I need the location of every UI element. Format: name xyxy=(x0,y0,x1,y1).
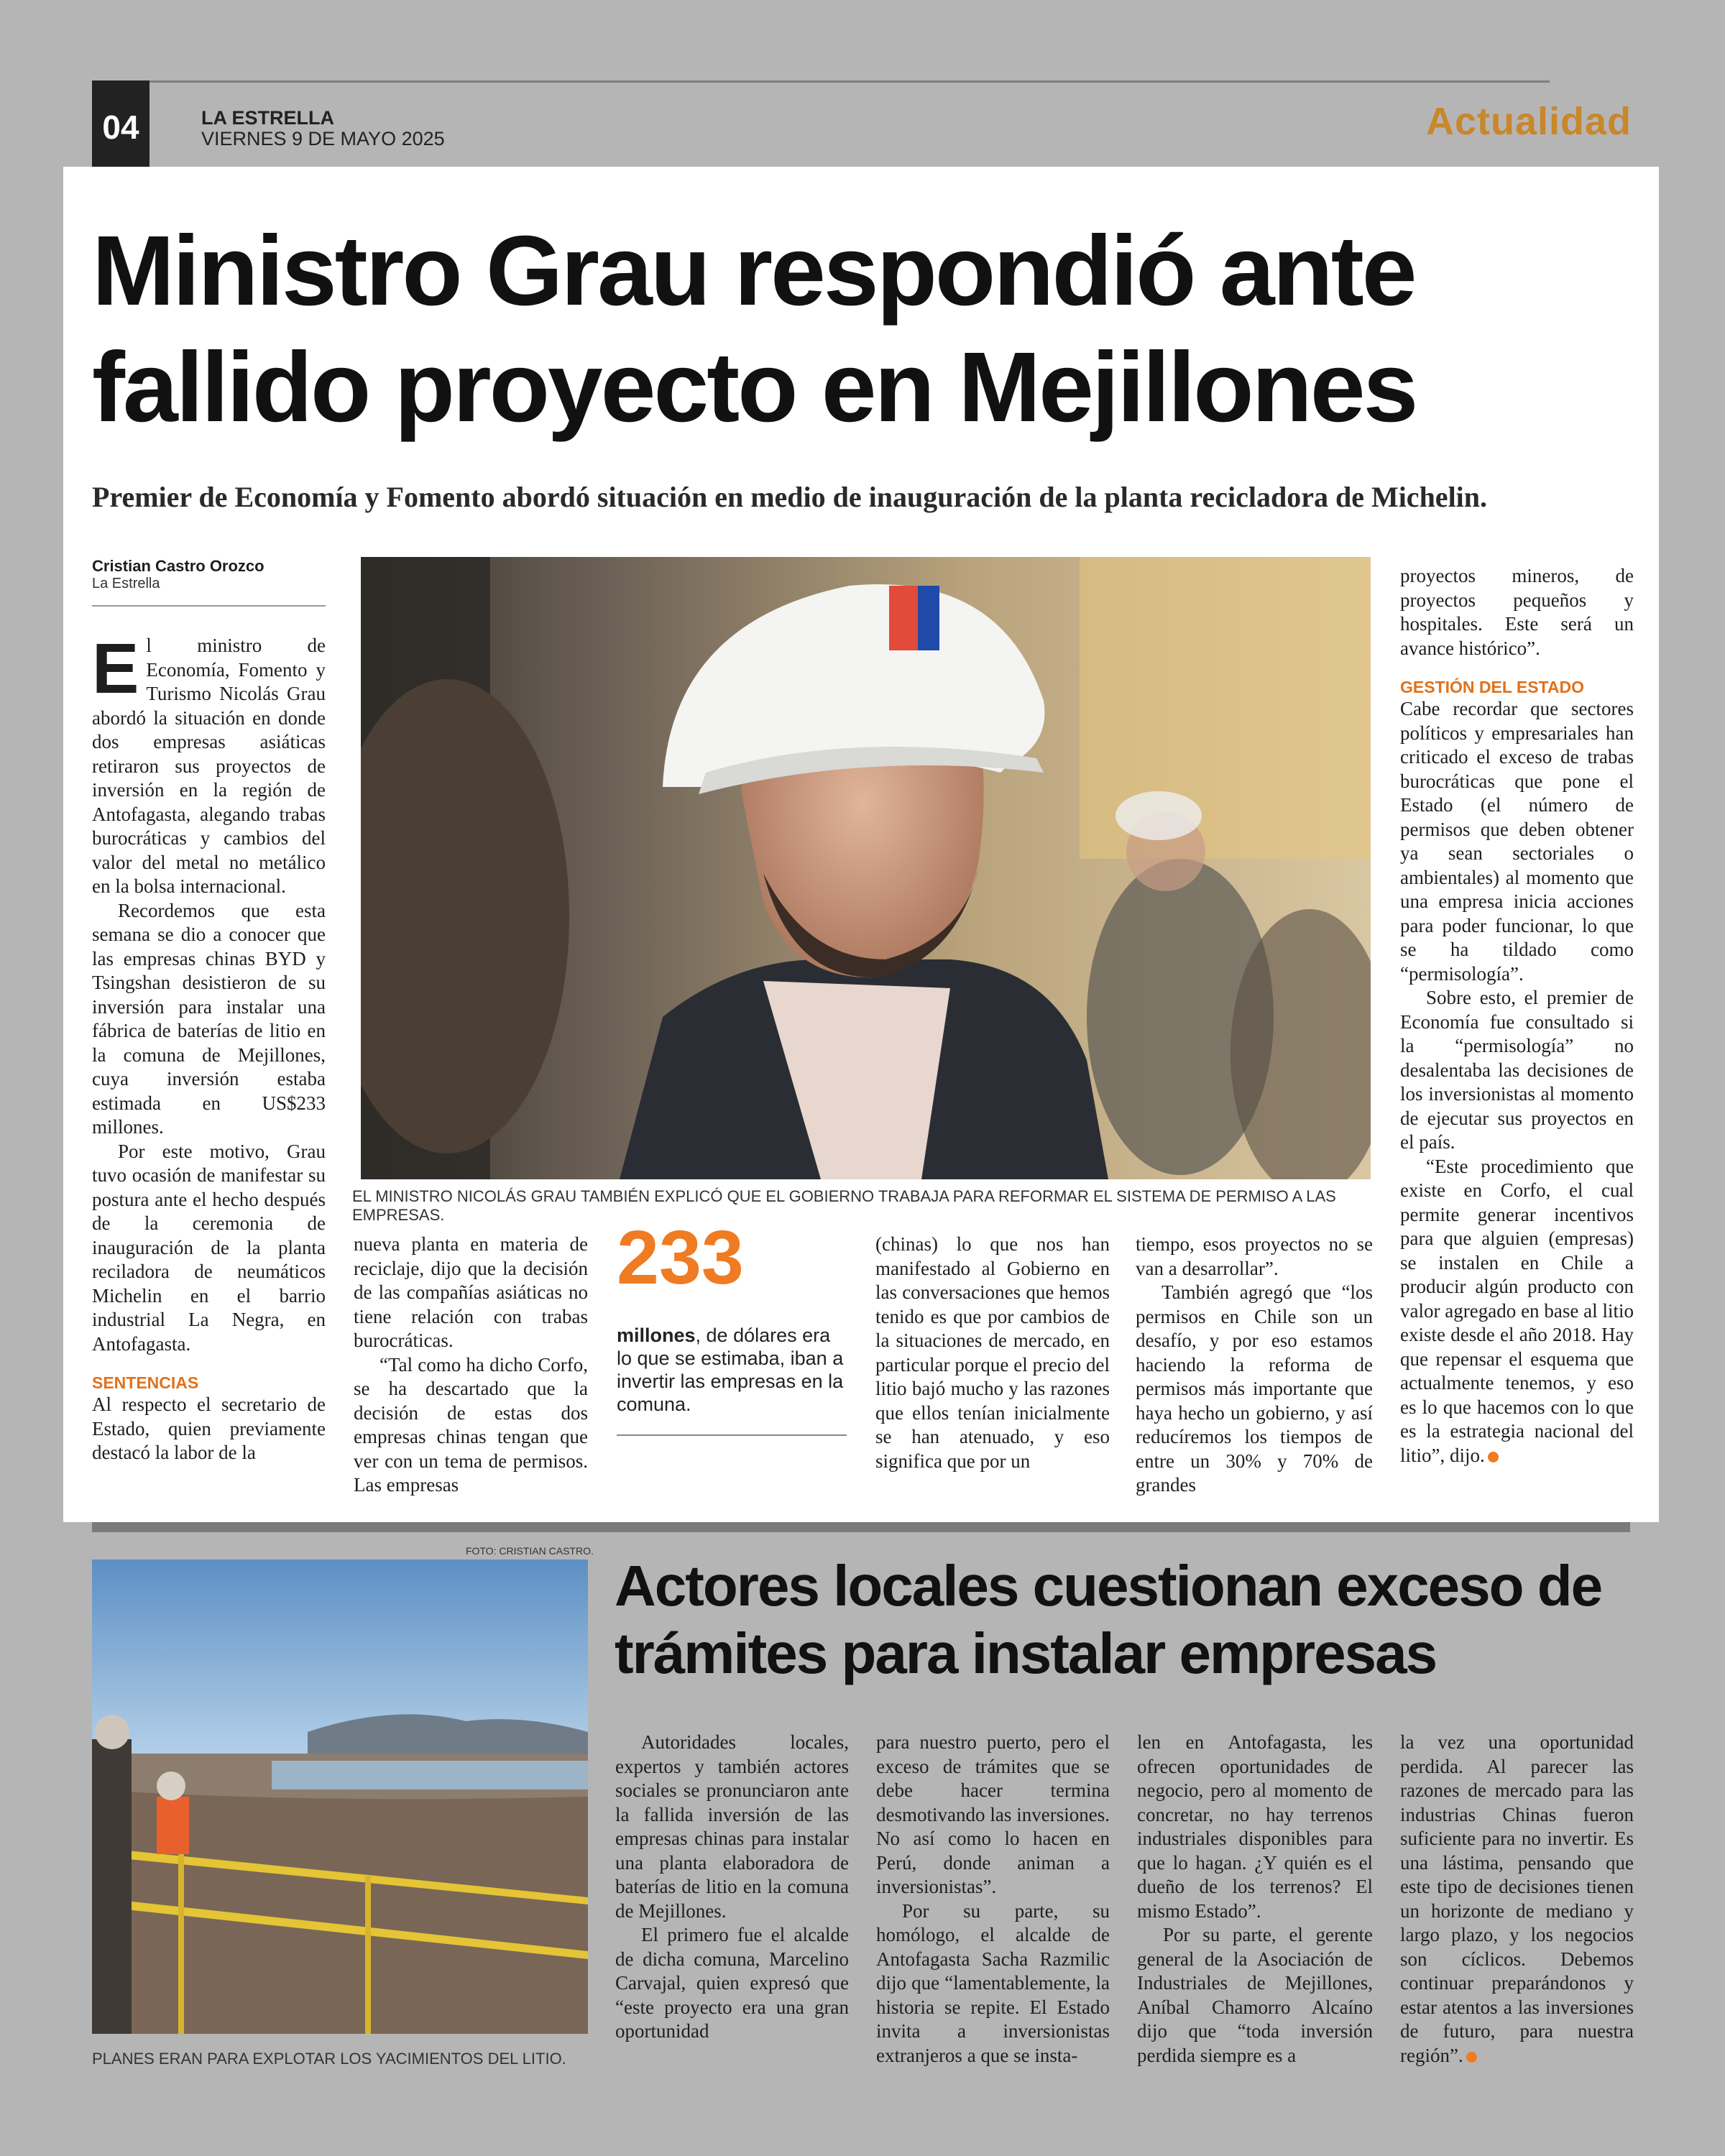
paragraph: Cabe recordar que sectores políticos y empresariales han criticado el exceso de trabas burocráticas que pone el Estado (el número de permisos que deben obtener ya sean sectoriales o ambientales) al momento que una empresa inicia acciones para poder funcionar, lo que se ha tildado como “permisología”. xyxy=(1400,698,1634,985)
paragraph: Por su parte, el gerente general de la Asociación de Industriales de Mejillones, Aníbal Chamorro Alcaíno dijo que “toda inversión perdida siempre es a xyxy=(1137,1924,1373,2066)
highlight-number: 233 xyxy=(617,1215,744,1300)
article-2-column-1 xyxy=(615,1731,849,2044)
page-number: 04 xyxy=(92,80,150,174)
author-name: Cristian Castro Orozco xyxy=(92,557,264,575)
mejillones-landscape-photo xyxy=(92,1560,588,2034)
photo-credit: FOTO: CRISTIAN CASTRO. xyxy=(466,1545,594,1557)
article-2-column-4 xyxy=(1400,1731,1634,2068)
publication-name: LA ESTRELLA xyxy=(201,107,334,129)
paragraph: “Tal como ha dicho Corfo, se ha descartado que la decisión de estas dos empresas chinas tengan que ver con un tema de permisos. Las empresas xyxy=(354,1353,588,1496)
subheading-gestion-del-estado: GESTIÓN DEL ESTADO xyxy=(1400,678,1585,696)
highlight-text xyxy=(617,1324,847,1436)
author-outlet: La Estrella xyxy=(92,576,160,591)
minister-photo-caption: EL MINISTRO NICOLÁS GRAU TAMBIÉN EXPLICÓ QUE EL GOBIERNO TRABAJA PARA REFORMAR EL SISTEMA DE PERMISO A LAS EMPRESAS. xyxy=(352,1187,1336,1224)
paragraph: También agregó que “los permisos en Chile son un desafío, y por eso estamos haciendo la reforma de permisos más importante que haya hecho un gobierno, y así reducíremos los tiempos de entre un 30% y 70% de grandes xyxy=(1136,1281,1373,1496)
paragraph: para nuestro puerto, pero el exceso de trámites que se debe hacer termina desmotivando las inversiones. No así como lo hacen en Perú, donde animan a inversionistas”. xyxy=(876,1731,1110,1897)
highlight-rest: , de dólares era lo que se estimaba, iban a invertir las empresas en la comuna. xyxy=(617,1325,844,1415)
highlight-bold: millones xyxy=(617,1325,696,1346)
paragraph: la vez una oportunidad perdida. Al parecer las razones de mercado para las industrias Chinas fueron suficiente para no invertir. Es una lástima, pensando que este tipo de decisiones tienen un horizonte de mediano y largo plazo, y los negocios son cíclicos. Debemos continuar preparándonos y estar atentos a las inversiones de futuro, para nuestra región”. xyxy=(1400,1731,1634,2066)
paragraph: “Este procedimiento que existe en Corfo, el cual permite generar incentivos para que alguien (empresas) se instalen en Chile a producir algún producto con valor agregado en base al litio existe desde el año 2018. Hay que repensar el esquema que actualmente tenemos, y eso es lo que hacemos con lo que es la estrategia nacional del litio”, dijo. xyxy=(1400,1155,1634,1466)
paragraph: El primero fue el alcalde de dicha comuna, Marcelino Carvajal, quien expresó que “este proyecto era una gran oportunidad xyxy=(615,1924,849,2042)
paragraph: Autoridades locales, expertos y también actores sociales se pronunciaron ante la fallida inversión de las empresas chinas para instalar una planta elaboradora de baterías de litio en la comuna de Mejillones. xyxy=(615,1731,849,1922)
header-rule xyxy=(92,80,1550,83)
masthead xyxy=(201,108,445,149)
article-1-deck: Premier de Economía y Fomento abordó situación en medio de inauguración de la planta recicladora de Michelin. xyxy=(92,481,1488,513)
article-1-column-6 xyxy=(1400,564,1634,1468)
paragraph: tiempo, esos proyectos no se van a desarrollar”. xyxy=(1136,1233,1373,1279)
minister-photo xyxy=(361,557,1371,1179)
article-1-column-4 xyxy=(875,1233,1110,1473)
article-1-headline: Ministro Grau respondió ante fallido proyecto en Mejillones xyxy=(92,216,1417,443)
paragraph: Por su parte, su homólogo, el alcalde de Antofagasta Sacha Razmilic dijo que “lamentablemente, la historia se repite. El Estado invita a inversionistas extranjeros a que se insta- xyxy=(876,1899,1110,2066)
landscape-illustration xyxy=(92,1560,588,2034)
paragraph: Recordemos que esta semana se dio a conocer que las empresas chinas BYD y Tsingshan desistieron de su inversión para instalar una fábrica de baterías de litio en la comuna de Mejillones, cuya inversión estaba estimada en US$233 millones. xyxy=(92,899,326,1138)
landscape-photo-caption: PLANES ERAN PARA EXPLOTAR LOS YACIMIENTOS DEL LITIO. xyxy=(92,2050,566,2068)
paragraph: Sobre esto, el premier de Economía fue consultado si la “permisología” no desalentaba las decisiones de los inversionistas al momento de ejecutar sus proyectos en el país. xyxy=(1400,987,1634,1153)
publication-date: VIERNES 9 DE MAYO 2025 xyxy=(201,128,445,149)
end-mark-icon xyxy=(1488,1452,1499,1462)
paragraph: Por este motivo, Grau tuvo ocasión de manifestar su postura ante el hecho después de la ceremonia de inauguración de la planta reciladora de neumáticos Michelin en el barrio industrial La Negra, en Antofagasta. xyxy=(92,1140,326,1355)
byline xyxy=(92,557,326,607)
article-divider xyxy=(92,1522,1630,1532)
paragraph: len en Antofagasta, les ofrecen oportunidades de negocio, pero al momento de concretar, no hay terrenos industriales disponibles para que lo hagan. ¿Y quién es el dueño de los terrenos? El mismo Estado”. xyxy=(1137,1731,1373,1922)
subheading-sentencias: SENTENCIAS xyxy=(92,1373,199,1392)
paragraph: proyectos mineros, de proyectos pequeños y hospitales. Este será un avance histórico”. xyxy=(1400,565,1634,659)
paragraph: (chinas) lo que nos han manifestado al Gobierno en las conversaciones que hemos tenido es que por cambios de la situaciones de mercado, en particular porque el precio del litio bajó mucho y las razones que ellos tenían inicialmente se han atenuado, y eso significa que por un xyxy=(875,1233,1110,1472)
article-1-column-5 xyxy=(1136,1233,1373,1498)
article-2-column-2 xyxy=(876,1731,1110,2068)
paragraph: El ministro de Economía, Fomento y Turismo Nicolás Grau abordó la situación en donde dos empresas asiáticas retiraron sus proyectos de inversión en la región de Antofagasta, alegando trabas burocráticas y cambios del valor del metal no metálico en la bolsa internacional. xyxy=(92,629,326,897)
article-2-headline: Actores locales cuestionan exceso de trámites para instalar empresas xyxy=(615,1554,1602,1685)
drop-cap: E xyxy=(92,629,139,708)
article-1-column-2 xyxy=(354,1233,588,1498)
article-2-column-3 xyxy=(1137,1731,1373,2068)
section-label: Actualidad xyxy=(1425,100,1632,143)
paragraph: Al respecto el secretario de Estado, quien previamente destacó la labor de la xyxy=(92,1393,326,1463)
end-mark-icon xyxy=(1466,2052,1477,2063)
article-1-column-1 xyxy=(92,629,326,1465)
paragraph: nueva planta en materia de reciclaje, dijo que la decisión de las compañías asiáticas no tiene relación con trabas burocráticas. xyxy=(354,1233,588,1351)
minister-photo-illustration xyxy=(361,557,1371,1179)
